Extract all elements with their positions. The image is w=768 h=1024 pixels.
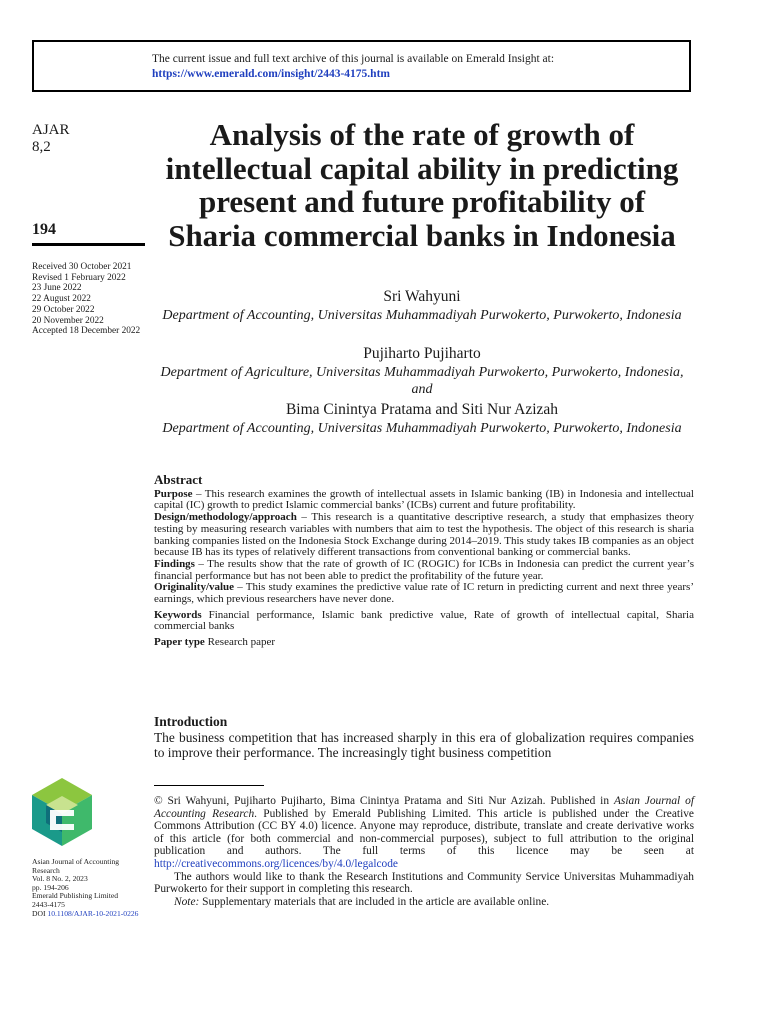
paper-type-text: Research paper xyxy=(204,636,276,649)
author-name: Sri Wahyuni xyxy=(383,288,461,305)
author-name: Bima Cinintya Pratama and Siti Nur Azizah xyxy=(285,401,559,418)
supplementary-note xyxy=(154,896,694,909)
author-name: Pujiharto Pujiharto xyxy=(363,345,481,362)
footnote-rule xyxy=(154,785,264,786)
open-access-cube-logo xyxy=(30,776,94,853)
notice xyxy=(152,52,554,82)
journal-name: Asian Journal of Accounting Research xyxy=(154,795,694,820)
date-revised: 29 October 2022 xyxy=(32,304,95,315)
journal-meta xyxy=(32,858,138,918)
footnote xyxy=(154,795,694,908)
findings-text: – The results show that the rate of growth of IC (ROGIC) for ICBs in Indonesia can predict the current year’s financial performance but has not been able to predict the profitability of the future year. xyxy=(154,557,694,582)
note-text: Supplementary materials that are included in the article are available online. xyxy=(199,895,550,908)
design-text: – This research is a quantitative descriptive research, a study that emphasizes theory testing by measuring research variables with numbers that aim to test the hypothesis. The object of this research is sharia banking companies listed on the Indonesia Stock Exchange during 2014–2019. This study takes IB companies as an object because IB has its types of relatively different transactions from conventional banking or commercial banks. xyxy=(154,511,694,559)
volume-issue: 8,2 xyxy=(32,139,51,155)
abstract xyxy=(154,474,694,649)
date-revised: 20 November 2022 xyxy=(32,315,104,326)
journal-meta-line: Asian Journal of Accounting xyxy=(32,857,120,866)
abstract-heading: Abstract xyxy=(154,472,203,487)
author-affiliation: Department of Agriculture, Universitas Muhammadiyah Purwokerto, Purwokerto, Indonesia, and xyxy=(160,365,684,397)
abstract-findings xyxy=(154,559,694,582)
page-number: 194 xyxy=(32,221,56,238)
journal-meta-line: 2443-4175 xyxy=(32,899,65,909)
originality-label: Originality/value xyxy=(154,581,235,594)
copyright-notice xyxy=(154,795,694,871)
date-revised: Revised 1 February 2022 xyxy=(32,272,126,283)
article-title: Analysis of the rate of growth of intellectual capital ability in predicting present and future profitability of Sharia commercial banks in Indonesia xyxy=(165,117,679,253)
licence-link[interactable]: http://creativecommons.org/licences/by/4.0/legalcode xyxy=(154,857,398,870)
journal-abbrev: AJAR xyxy=(32,122,70,138)
doi-link[interactable]: 10.1108/AJAR-10-2021-0226 xyxy=(47,908,139,918)
journal-url-link[interactable]: https://www.emerald.com/insight/2443-4175.htm xyxy=(152,68,390,80)
author-affiliation: Department of Accounting, Universitas Muhammadiyah Purwokerto, Purwokerto, Indonesia xyxy=(162,308,682,323)
journal-meta-line: Vol. 8 No. 2, 2023 xyxy=(32,874,88,884)
findings-label: Findings xyxy=(154,557,195,570)
journal-meta-line: pp. 194-206 xyxy=(32,882,69,892)
author-affiliation: Department of Accounting, Universitas Muhammadiyah Purwokerto, Purwokerto, Indonesia xyxy=(162,421,682,436)
abstract-originality xyxy=(154,582,694,605)
doi-label: DOI xyxy=(32,908,48,918)
history-dates xyxy=(32,262,140,337)
date-revised: 22 August 2022 xyxy=(32,294,91,305)
licence-text: . Published by Emerald Publishing Limited. This article is published under the Creative Commons Attribution (CC BY 4.0) licence. Anyone may reproduce, distribute, translate and create derivative works of this article (for both commercial and non-commercial purposes), subject to full attribution to the original publication and authors. The full terms of this licence may be seen at xyxy=(154,807,694,858)
paper-type-label: Paper type xyxy=(154,636,205,649)
introduction-heading: Introduction xyxy=(154,714,228,729)
paper-type xyxy=(154,637,694,649)
purpose-text: – This research examines the growth of intellectual assets in Islamic banking (IB) in Indonesia and intellectual capital (IC) growth to predict Islamic commercial banks’ (ICBs) current and future profitability. xyxy=(154,487,694,512)
doi-line xyxy=(32,910,138,919)
keywords-text: Financial performance, Islamic bank predictive value, Rate of growth of intellectual capital, Sharia commercial banks xyxy=(154,608,694,633)
page-number-rule xyxy=(32,243,145,246)
journal-meta-line: Research xyxy=(32,865,60,875)
notice-text: The current issue and full text archive of this journal is available on Emerald Insight at: xyxy=(152,53,555,65)
introduction-section xyxy=(154,714,694,761)
design-label: Design/methodology/approach xyxy=(154,511,297,524)
date-received: Received 30 October 2021 xyxy=(32,262,132,272)
copyright-text: © Sri Wahyuni, Pujiharto Pujiharto, Bima Cinintya Pratama and Siti Nur Azizah. Published in xyxy=(154,795,614,807)
journal-abbreviation xyxy=(32,122,70,156)
purpose-label: Purpose xyxy=(154,487,193,500)
date-accepted: Accepted 18 December 2022 xyxy=(32,326,141,337)
keywords-label: Keywords xyxy=(154,608,202,621)
keywords xyxy=(154,610,694,633)
originality-text: – This study examines the predictive value rate of IC return in predicting current and next three years’ earnings, which previous researchers have never done. xyxy=(154,581,694,606)
abstract-design xyxy=(154,512,694,559)
acknowledgement: The authors would like to thank the Research Institutions and Community Service Universitas Muhammadiyah Purwokerto for their support in completing this research. xyxy=(154,870,694,896)
abstract-purpose xyxy=(154,489,694,512)
introduction-text: The business competition that has increased sharply in this era of globalization requires companies to improve their performance. The increasingly tight business competition xyxy=(154,729,694,760)
journal-meta-line: Emerald Publishing Limited xyxy=(32,891,119,901)
date-revised: 23 June 2022 xyxy=(32,283,82,294)
note-label: Note: xyxy=(174,895,200,908)
